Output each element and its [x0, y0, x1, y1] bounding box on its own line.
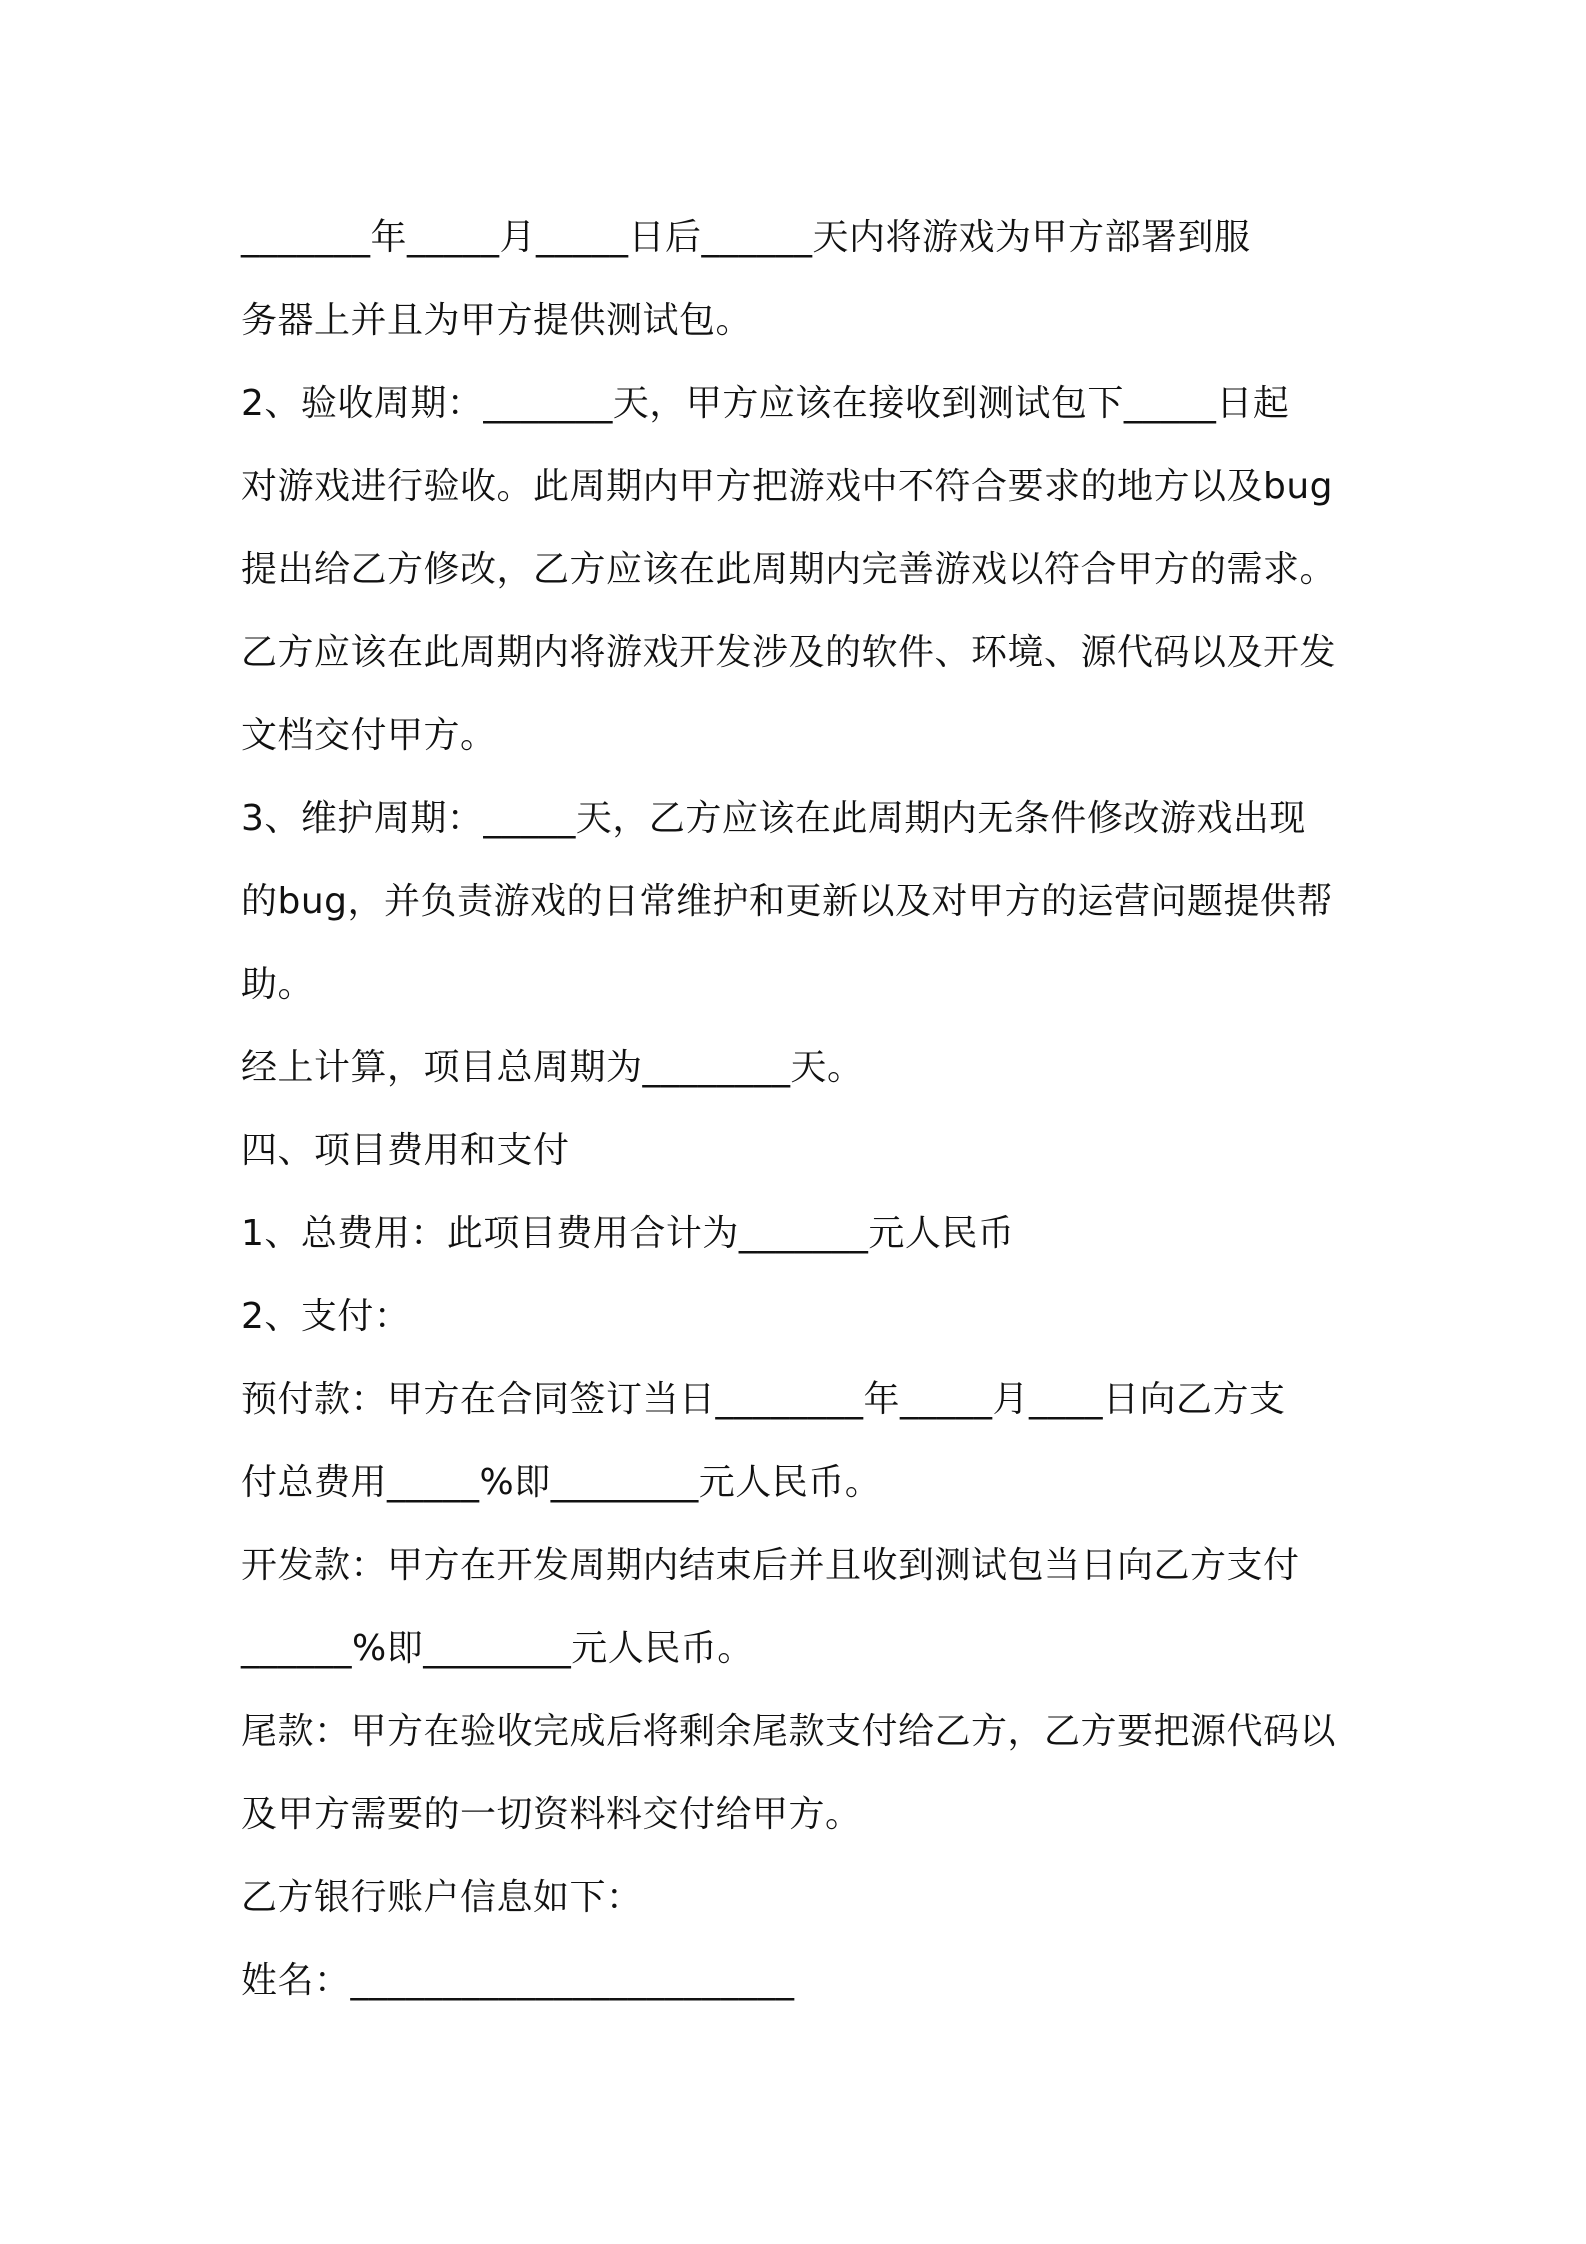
text-line-5: 提出给乙方修改，乙方应该在此周期内完善游戏以符合甲方的需求。 [241, 549, 1337, 590]
text-line-18: ______%即________元人民币。 [241, 1628, 754, 1669]
text-line-7: 文档交付甲方。 [241, 715, 497, 756]
text-line-11: 经上计算，项目总周期为________天。 [241, 1047, 864, 1088]
text-line-8: 3、维护周期：_____天，乙方应该在此周期内无条件修改游戏出现 [241, 798, 1306, 839]
text-line-3: 2、验收周期：_______天，甲方应该在接收到测试包下_____日起 [241, 383, 1290, 424]
text-line-19: 尾款：甲方在验收完成后将剩余尾款支付给乙方，乙方要把源代码以 [241, 1711, 1337, 1752]
text-line-21: 乙方银行账户信息如下： [241, 1877, 643, 1918]
text-line-10: 助。 [241, 964, 315, 1005]
text-line-4: 对游戏进行验收。此周期内甲方把游戏中不符合要求的地方以及bug [241, 466, 1334, 507]
text-line-20: 及甲方需要的一切资料料交付给甲方。 [241, 1794, 862, 1835]
text-line-17: 开发款：甲方在开发周期内结束后并且收到测试包当日向乙方支付 [241, 1545, 1300, 1586]
text-line-15: 预付款：甲方在合同签订当日________年_____月____日向乙方支 [241, 1379, 1286, 1420]
text-line-9: 的bug，并负责游戏的日常维护和更新以及对甲方的运营问题提供帮 [241, 881, 1334, 922]
contract-text [241, 196, 1361, 2022]
text-line-2: 务器上并且为甲方提供测试包。 [241, 300, 753, 341]
section-heading: 四、项目费用和支付 [241, 1130, 570, 1171]
text-line-14: 2、支付： [241, 1296, 411, 1337]
text-line-6: 乙方应该在此周期内将游戏开发涉及的软件、环境、源代码以及开发 [241, 632, 1337, 673]
text-line-13: 1、总费用：此项目费用合计为_______元人民币 [241, 1213, 1015, 1254]
text-line-1: _______年_____月_____日后______天内将游戏为甲方部署到服 [241, 217, 1251, 258]
text-line-16: 付总费用_____%即________元人民币。 [241, 1462, 882, 1503]
text-line-22: 姓名：________________________ [241, 1960, 795, 2001]
